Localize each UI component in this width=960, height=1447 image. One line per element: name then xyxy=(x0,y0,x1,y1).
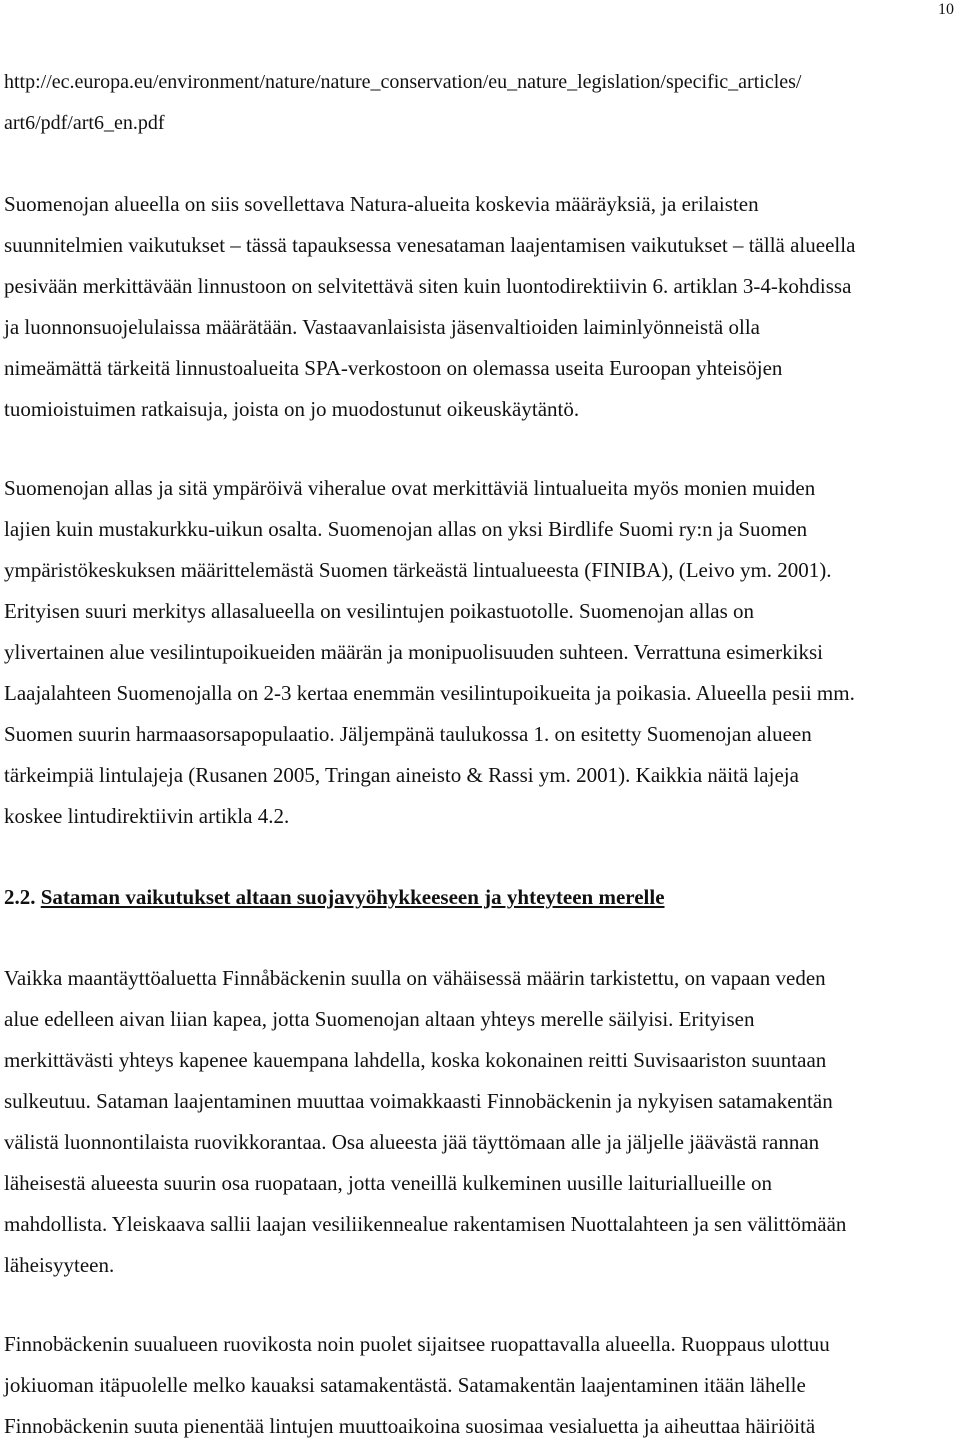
section-title: Sataman vaikutukset altaan suojavyöhykkeeseen ja yhteyteen merelle xyxy=(40,885,665,909)
paragraph-line: Suomenojan alueella on siis sovellettava Natura-alueita koskevia määräyksiä, ja erilaisten xyxy=(4,192,759,216)
paragraph xyxy=(4,958,958,1286)
paragraph-line: ympäristökeskuksen määrittelemästä Suomen tärkeästä lintualueesta (FINIBA), (Leivo ym. 2001). xyxy=(4,558,832,582)
paragraph-line: nimeämättä tärkeitä linnustoalueita SPA-verkostoon on olemassa useita Euroopan yhteisöjen xyxy=(4,356,783,380)
spacer xyxy=(4,918,958,958)
spacer xyxy=(4,1286,958,1324)
paragraph xyxy=(4,1324,958,1447)
paragraph-line: jokiuoman itäpuolelle melko kauaksi satamakentästä. Satamakentän laajentaminen itään lähelle xyxy=(4,1373,806,1397)
spacer xyxy=(4,144,958,184)
spacer xyxy=(4,430,958,468)
paragraph-line: suunnitelmien vaikutukset – tässä tapauksessa venesataman laajentamisen vaikutukset – tällä alueella xyxy=(4,233,856,257)
paragraph-line: ylivertainen alue vesilintupoikueiden määrän ja monipuolisuuden suhteen. Verrattuna esimerkiksi xyxy=(4,640,823,664)
section-number: 2.2. xyxy=(4,885,36,909)
section-heading xyxy=(4,877,958,918)
paragraph-line: pesivään merkittävään linnustoon on selvitettävä siten kuin luontodirektiivin 6. artiklan 3-4-kohdissa xyxy=(4,274,852,298)
paragraph-line: Laajalahteen Suomenojalla on 2-3 kertaa enemmän vesilintupoikueita ja poikasia. Alueella pesii mm. xyxy=(4,681,855,705)
paragraph-line: Suomenojan allas ja sitä ympäröivä viheralue ovat merkittäviä lintualueita myös monien muiden xyxy=(4,476,816,500)
paragraph-line: Finnobäckenin suuta pienentää lintujen muuttoaikoina suosimaa vesialuetta ja aiheuttaa häiriöitä xyxy=(4,1414,816,1438)
paragraph-line: tuomioistuimen ratkaisuja, joista on jo muodostunut oikeuskäytäntö. xyxy=(4,397,580,421)
page-number: 10 xyxy=(938,1,954,18)
reference-url-line: art6/pdf/art6_en.pdf xyxy=(4,112,165,134)
paragraph-line: läheisestä alueesta suurin osa ruopataan, jotta veneillä kulkeminen uusille laituriallueille on xyxy=(4,1171,773,1195)
reference-url[interactable] xyxy=(4,62,958,144)
paragraph-line: Suomen suurin harmaasorsapopulaatio. Jäljempänä taulukossa 1. on esitetty Suomenojan alueen xyxy=(4,722,812,746)
paragraph-line: Erityisen suuri merkitys allasalueella on vesilintujen poikastuotolle. Suomenojan allas on xyxy=(4,599,755,623)
paragraph-line: ja luonnonsuojelulaissa määrätään. Vastaavanlaisista jäsenvaltioiden laiminlyönneistä olla xyxy=(4,315,760,339)
paragraph-line: sulkeutuu. Sataman laajentaminen muuttaa voimakkaasti Finnobäckenin ja nykyisen satamakentän xyxy=(4,1089,833,1113)
paragraph xyxy=(4,184,958,430)
paragraph-line: merkittävästi yhteys kapenee kauempana lahdella, koska kokonainen reitti Suvisaariston suuntaan xyxy=(4,1048,827,1072)
paragraph-line: mahdollista. Yleiskaava sallii laajan vesiliikennealue rakentamisen Nuottalahteen ja sen välittömään xyxy=(4,1212,847,1236)
paragraph-line: Vaikka maantäyttöaluetta Finnåbäckenin suulla on vähäisessä määrin tarkistettu, on vapaan veden xyxy=(4,966,826,990)
paragraph-line: läheisyyteen. xyxy=(4,1253,115,1277)
paragraph-line: välistä luonnontilaista ruovikkorantaa. Osa alueesta jää täyttömaan alle ja jäljelle jäävästä rannan xyxy=(4,1130,820,1154)
reference-url-line: http://ec.europa.eu/environment/nature/nature_conservation/eu_nature_legislation/specific_articles/ xyxy=(4,71,802,93)
spacer xyxy=(4,837,958,877)
paragraph-line: lajien kuin mustakurkku-uikun osalta. Suomenojan allas on yksi Birdlife Suomi ry:n ja Suomen xyxy=(4,517,808,541)
paragraph-line: tärkeimpiä lintulajeja (Rusanen 2005, Tringan aineisto & Rassi ym. 2001). Kaikkia näitä lajeja xyxy=(4,763,799,787)
paragraph-line: koskee lintudirektiivin artikla 4.2. xyxy=(4,804,290,828)
paragraph xyxy=(4,468,958,837)
paragraph-line: Finnobäckenin suualueen ruovikosta noin puolet sijaitsee ruopattavalla alueella. Ruoppaus ulottuu xyxy=(4,1332,830,1356)
document-body xyxy=(4,62,958,1447)
paragraph-line: alue edelleen aivan liian kapea, jotta Suomenojan altaan yhteys merelle säilyisi. Erityisen xyxy=(4,1007,755,1031)
